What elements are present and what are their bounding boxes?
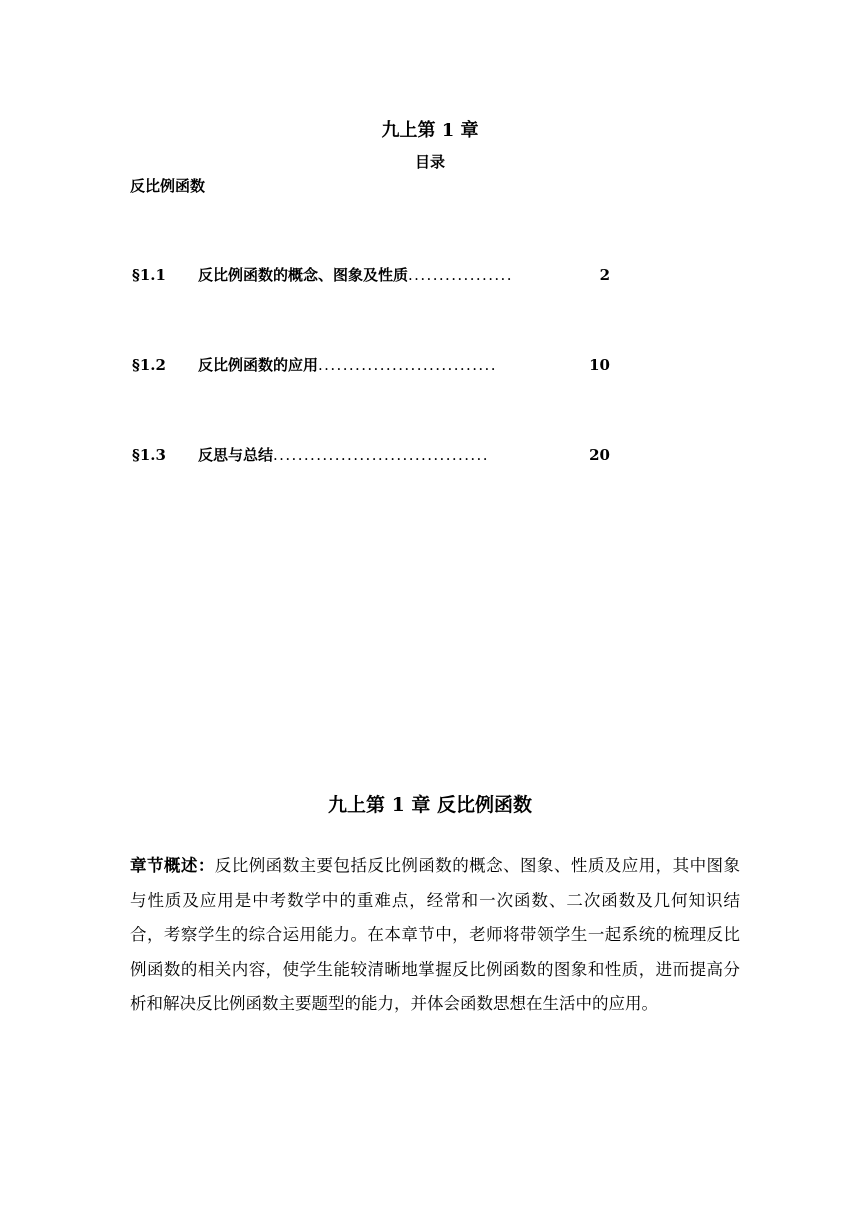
overview-label: 章节概述：: [130, 856, 215, 875]
toc-heading: 目录: [414, 153, 445, 171]
toc-entry[interactable]: [132, 444, 610, 465]
toc-entry-title: 反比例函数的概念、图象及性质: [198, 266, 409, 284]
toc-entry-page: 20: [589, 446, 610, 464]
page-title: 九上第 1 章: [381, 120, 479, 141]
toc-leader-dots: .............................: [318, 356, 497, 374]
toc-chapter-name: 反比例函数: [130, 177, 206, 195]
toc-entry-page: 10: [589, 356, 610, 374]
overview-text: 反比例函数主要包括反比例函数的概念、图象、性质及应用，其中图象与性质及应用是中考数学中的重难点，经常和一次函数、二次函数及几何知识结合，考察学生的综合运用能力。在本章节中，老师将带领学生一起系统的梳理反比例函数的相关内容，使学生能较清晰地掌握反比例函数的图象和性质，进而提高分析和解决反比例函数主要题型的能力，并体会函数思想在生活中的应用。: [130, 856, 741, 1013]
toc-entry-number: §1.2: [132, 356, 166, 374]
toc-leader-dots: .................: [408, 266, 513, 284]
chapter-title: 九上第 1 章 反比例函数: [327, 794, 533, 816]
chapter-overview: [130, 849, 740, 1022]
toc-entry[interactable]: [132, 264, 610, 285]
toc-entry-number: §1.1: [132, 266, 166, 284]
toc-entry[interactable]: [132, 354, 610, 375]
toc-entry-number: §1.3: [132, 446, 166, 464]
toc-entry-title: 反比例函数的应用: [198, 356, 319, 374]
toc-entry-title: 反思与总结: [198, 446, 274, 464]
toc-leader-dots: ...................................: [273, 446, 489, 464]
toc-entry-page: 2: [599, 266, 610, 284]
